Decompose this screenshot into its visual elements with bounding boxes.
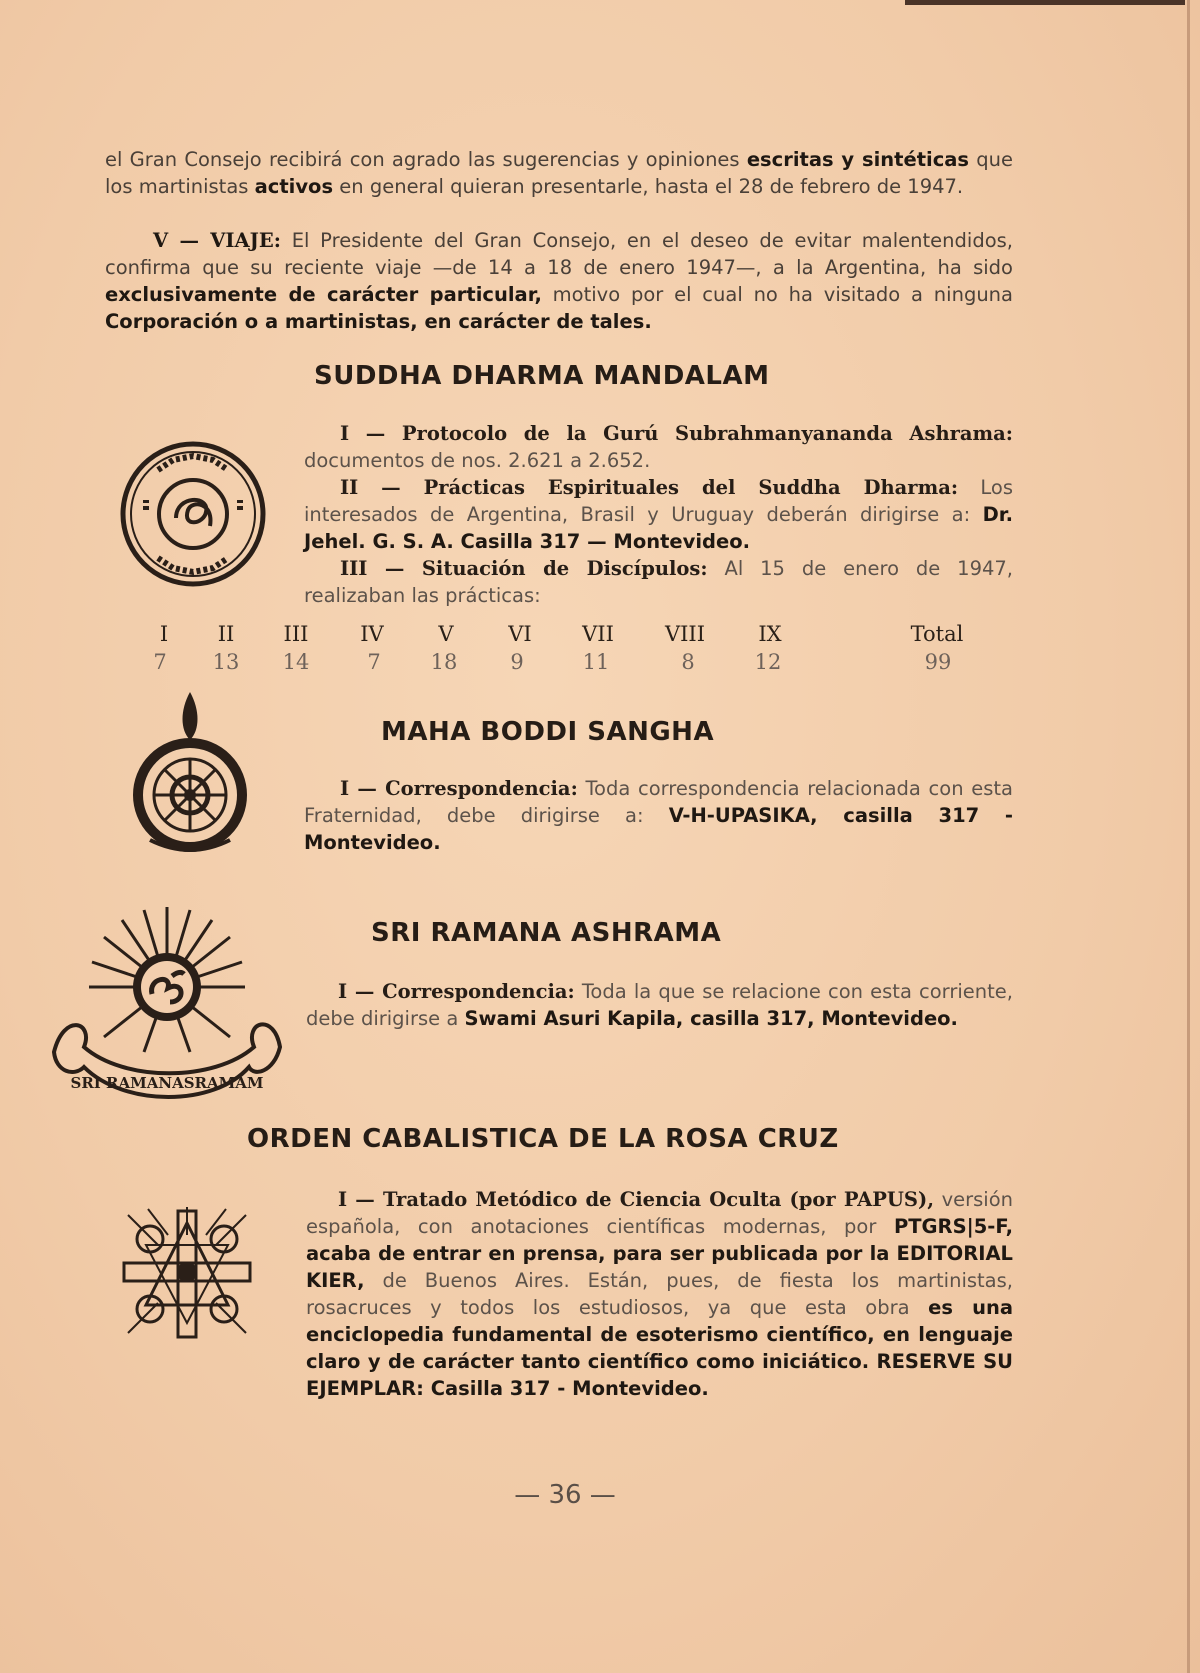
sri-ramana-emblem bbox=[44, 902, 290, 1112]
suddha-item-2: II — Prácticas Espirituales del Suddha Dharma: Los interesados de Argentina, Brasil y Uruguay deberán dirigirse a: Dr. Jehel. G. S. A. Casilla 317 — Montevideo. bbox=[304, 476, 1013, 553]
sri-item-1: I — Correspondencia: Toda la que se relacione con esta corriente, debe dirigirse a Swami Asuri Kapila, casilla 317, Montevideo. bbox=[306, 980, 1013, 1030]
suddha-item-3: III — Situación de Discípulos: Al 15 de enero de 1947, realizaban las prácticas: bbox=[304, 557, 1013, 607]
table-cell: 7 bbox=[367, 650, 381, 674]
table-header: VI bbox=[508, 622, 532, 646]
table-cell: 7 bbox=[153, 650, 167, 674]
table-header: Total bbox=[910, 622, 964, 646]
table-header: IV bbox=[360, 622, 384, 646]
heading-suddha-dharma: SUDDHA DHARMA MANDALAM bbox=[314, 361, 770, 391]
sri-ramana-emblem-text: SRI RAMANASRAMAM bbox=[70, 1074, 264, 1092]
table-header: VII bbox=[582, 622, 614, 646]
scan-edge-bar bbox=[905, 0, 1185, 5]
heading-orden-cabalistica: ORDEN CABALISTICA DE LA ROSA CRUZ bbox=[247, 1124, 839, 1154]
table-cell: 13 bbox=[212, 650, 240, 674]
heading-maha-boddi: MAHA BODDI SANGHA bbox=[381, 717, 715, 747]
maha-boddi-emblem bbox=[120, 690, 270, 865]
table-cell: 11 bbox=[582, 650, 610, 674]
table-header: V bbox=[438, 622, 454, 646]
intro-paragraph-1: el Gran Consejo recibirá con agrado las sugerencias y opiniones escritas y sintéticas que los martinistas activos en general quieran presentarle, hasta el 28 de febrero de 1947. bbox=[105, 148, 1014, 198]
maha-item-1: I — Correspondencia: Toda correspondencia relacionada con esta Fraternidad, debe dirigirse a: V-H-UPASIKA, casilla 317 - Montevideo. bbox=[304, 777, 1014, 854]
table-header: IX bbox=[758, 622, 782, 646]
suddha-item-1: I — Protocolo de la Gurú Subrahmanyananda Ashrama: documentos de nos. 2.621 a 2.652. bbox=[304, 422, 1013, 472]
table-cell: 12 bbox=[754, 650, 782, 674]
table-header: III bbox=[283, 622, 309, 646]
table-cell: 99 bbox=[924, 650, 952, 674]
orden-item-1: I — Tratado Metódico de Ciencia Oculta (por PAPUS), versión española, con anotaciones científicas modernas, por PTGRS|5-F, acaba de entrar en prensa, para ser publicada por la EDITORIAL KIER, de Buenos Aires. Están, pues, de fiesta los martinistas, rosacruces y todos los estudiosos, ya que esta obra es una enciclopedia fundamental de esoterismo científico, en lenguaje claro y de carácter tanto científico como iniciático. RESERVE SU EJEMPLAR: Casilla 317 - Montevideo. bbox=[306, 1188, 1013, 1400]
page-number: — 36 — bbox=[514, 1480, 616, 1510]
table-header: II bbox=[217, 622, 235, 646]
rosa-cruz-emblem bbox=[118, 1205, 256, 1343]
heading-sri-ramana: SRI RAMANA ASHRAMA bbox=[371, 918, 722, 948]
table-cell: 14 bbox=[282, 650, 310, 674]
disciples-table bbox=[140, 622, 980, 678]
disciples-table-value-row bbox=[140, 650, 980, 678]
scan-right-edge bbox=[1187, 0, 1190, 1673]
table-cell: 9 bbox=[510, 650, 524, 674]
suddha-dharma-emblem bbox=[118, 440, 268, 588]
table-header: I bbox=[159, 622, 169, 646]
table-cell: 8 bbox=[681, 650, 695, 674]
table-header: VIII bbox=[664, 622, 706, 646]
table-cell: 18 bbox=[430, 650, 458, 674]
intro-paragraph-2: V — VIAJE: El Presidente del Gran Consejo, en el deseo de evitar malentendidos, confirma que su reciente viaje —de 14 a 18 de enero 1947—, a la Argentina, ha sido exclusivamente de carácter particular, motivo por el cual no ha visitado a ninguna Corporación o a martinistas, en carácter de tales. bbox=[105, 229, 1013, 333]
disciples-table-header-row bbox=[140, 622, 980, 650]
